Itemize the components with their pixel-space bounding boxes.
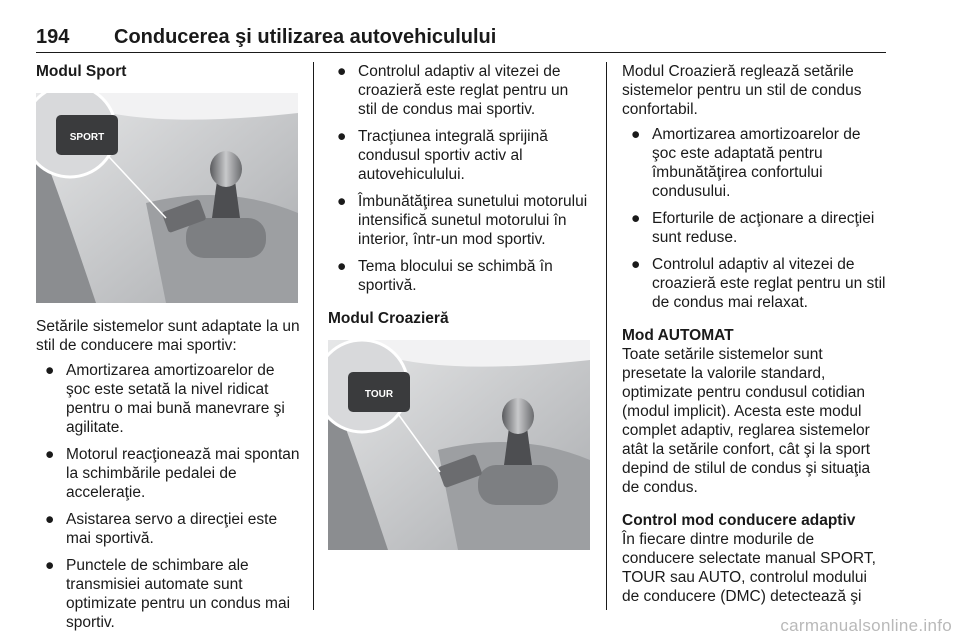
list-item: ● Amortizarea amortizoarelor de şoc este adaptată pentru îmbunătăţirea confortului condusului. <box>631 126 861 200</box>
tour-button-label: TOUR <box>364 389 394 400</box>
bullet-icon: ● <box>45 362 55 379</box>
section-heading-auto: Mod AUTOMAT <box>622 327 734 344</box>
list-item: ● Îmbunătăţirea sunetului motorului intensifică sunetul motorului în interior, într-un mod sportiv. <box>337 193 588 248</box>
sport-button-label: SPORT <box>69 132 105 143</box>
bullet-icon: ● <box>337 128 347 145</box>
column-left <box>36 62 300 632</box>
bullet-icon: ● <box>631 256 641 273</box>
column-right <box>622 62 888 606</box>
bullet-icon: ● <box>631 210 641 227</box>
page-title: Conducerea şi utilizarea autovehiculului <box>114 26 497 48</box>
bullet-icon: ● <box>337 63 347 80</box>
list-item: ● Tracţiunea integrală sprijină condusul sportiv activ al autovehiculului. <box>337 128 548 183</box>
section-heading-sport: Modul Sport <box>36 63 127 80</box>
page-header <box>36 22 886 53</box>
sport-mode-illustration <box>36 93 298 303</box>
list-item: ● Motorul reacţionează mai spontan la schimbările pedalei de acceleraţie. <box>45 446 300 501</box>
column-middle <box>328 62 590 550</box>
tour-mode-illustration <box>328 340 590 550</box>
list-item: ● Punctele de schimbare ale transmisiei automate sunt optimizate pentru un condus mai sportiv. <box>45 557 291 631</box>
list-item: ● Controlul adaptiv al vitezei de croazieră este reglat pentru un stil de condus mai relaxat. <box>631 256 886 311</box>
list-item: ● Eforturile de acţionare a direcţiei sunt reduse. <box>631 210 875 246</box>
dmc-text: În fiecare dintre modurile de conducere selectate manual SPORT, TOUR sau AUTO, controlul modului de conducere (DMC) detectează şi <box>622 531 876 605</box>
bullet-icon: ● <box>337 193 347 210</box>
page-number: 194 <box>36 26 70 48</box>
sport-bullet-list-continued <box>328 62 590 295</box>
list-item: ● Amortizarea amortizoarelor de şoc este setată la nivel ridicat pentru o mai bună manevrare şi agilitate. <box>45 362 285 436</box>
list-item: ● Controlul adaptiv al vitezei de croazieră este reglat pentru un stil de condus mai sportiv. <box>337 63 569 118</box>
bullet-icon: ● <box>337 258 347 275</box>
section-heading-dmc: Control mod conducere adaptiv <box>622 512 856 529</box>
auto-mode-text: Toate setările sistemelor sunt presetate la valorile standard, optimizate pentru condusul cotidian (modul implicit). Acesta este modul complet adaptiv, reglarea sistemelor atât la setările confort, cât şi la sport depind de stilul de condus şi situaţia de condus. <box>622 346 871 496</box>
section-heading-tour: Modul Croazieră <box>328 310 449 327</box>
bullet-icon: ● <box>45 446 55 463</box>
list-item: ● Tema blocului se schimbă în sportivă. <box>337 258 553 294</box>
bullet-icon: ● <box>45 557 55 574</box>
column-divider <box>606 62 607 610</box>
list-item: ● Asistarea servo a direcţiei este mai sportivă. <box>45 511 278 547</box>
column-divider <box>313 62 314 610</box>
watermark: carmanualsonline.info <box>780 616 952 635</box>
tour-bullet-list <box>622 125 888 312</box>
sport-intro-text: Setările sistemelor sunt adaptate la un stil de conducere mai sportiv: <box>36 318 300 354</box>
tour-intro-text: Modul Croazieră reglează setările sistemelor pentru un stil de condus confortabil. <box>622 63 862 118</box>
sport-bullet-list <box>36 361 300 632</box>
bullet-icon: ● <box>631 126 641 143</box>
bullet-icon: ● <box>45 511 55 528</box>
